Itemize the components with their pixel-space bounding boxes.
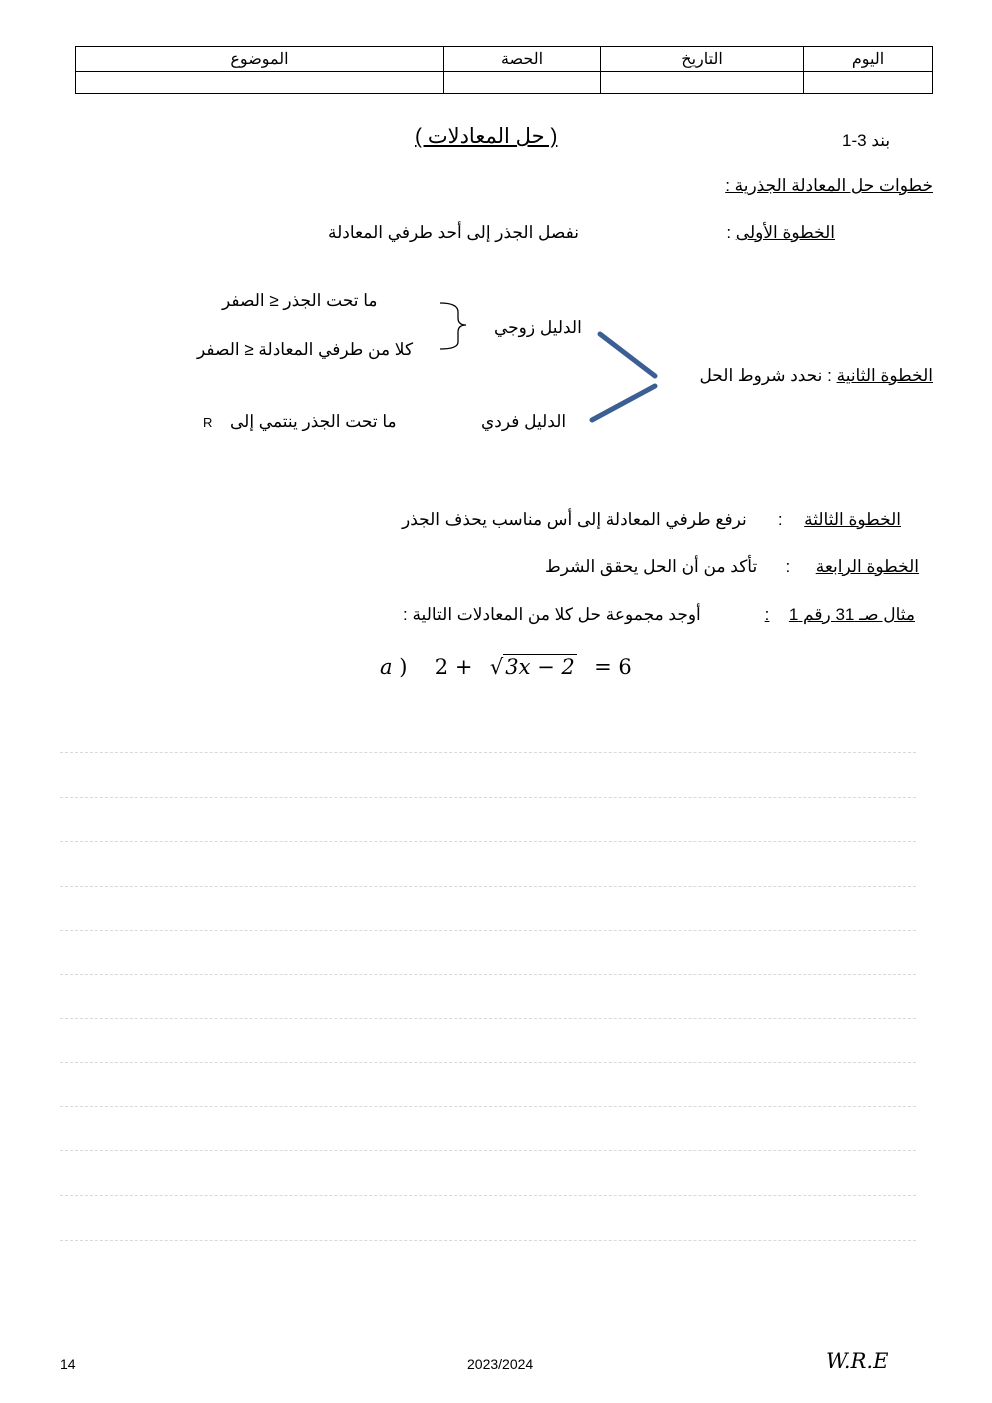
answer-line bbox=[60, 974, 916, 975]
header-day: اليوم bbox=[804, 47, 933, 72]
step4-label: الخطوة الرابعة bbox=[815, 557, 919, 576]
answer-line bbox=[60, 930, 916, 931]
step3-label: الخطوة الثالثة bbox=[804, 510, 901, 529]
answer-line bbox=[60, 1195, 916, 1196]
equation-right: = 6 bbox=[594, 655, 632, 679]
odd-index-label: الدليل فردي bbox=[481, 412, 567, 431]
step3 bbox=[778, 510, 901, 530]
step4 bbox=[786, 557, 920, 577]
odd-condition: ما تحت الجذر ينتمي إلى bbox=[230, 412, 397, 431]
even-condition-2: كلا من طرفي المعادلة ≤ الصفر bbox=[197, 340, 414, 359]
equation-a bbox=[380, 655, 632, 679]
step2-label: الخطوة الثانية bbox=[836, 366, 933, 385]
author-initials: W.R.E bbox=[826, 1349, 889, 1373]
equation-letter: a bbox=[380, 655, 393, 679]
step3-colon: : bbox=[777, 510, 783, 529]
section-number: بند 3-1 bbox=[842, 131, 891, 150]
example-colon: : bbox=[764, 605, 770, 624]
example bbox=[765, 605, 915, 625]
step4-text: تأكد من أن الحل يحقق الشرط bbox=[545, 557, 758, 576]
brace-icon bbox=[440, 303, 466, 349]
equation-left: 2 + bbox=[434, 655, 473, 679]
equation-radicand: 3x − 2 bbox=[505, 655, 575, 679]
answer-line bbox=[60, 841, 916, 842]
step4-colon: : bbox=[785, 557, 791, 576]
step1-label: الخطوة الأولى bbox=[735, 223, 835, 242]
answer-line bbox=[60, 1018, 916, 1019]
step1-text: نفصل الجذر إلى أحد طرفي المعادلة bbox=[328, 223, 579, 242]
arrow-odd bbox=[592, 386, 655, 420]
sqrt-icon: √ bbox=[489, 655, 504, 679]
example-text: أوجد مجموعة حل كلا من المعادلات التالية : bbox=[403, 605, 701, 624]
steps-heading: خطوات حل المعادلة الجذرية : bbox=[725, 176, 933, 195]
lesson-title: ( حل المعادلات ) bbox=[415, 125, 558, 148]
answer-line bbox=[60, 752, 916, 753]
header-period: الحصة bbox=[444, 47, 601, 72]
page-number: 14 bbox=[60, 1356, 76, 1372]
answer-line bbox=[60, 886, 916, 887]
header-subject: الموضوع bbox=[76, 47, 444, 72]
even-index-label: الدليل زوجي bbox=[494, 318, 582, 337]
equation-paren: ) bbox=[399, 655, 408, 679]
step3-text: نرفع طرفي المعادلة إلى أس مناسب يحذف الجذر bbox=[402, 510, 747, 529]
answer-line bbox=[60, 1150, 916, 1151]
even-condition-1: ما تحت الجذر ≤ الصفر bbox=[222, 291, 378, 310]
header-date: التاريخ bbox=[601, 47, 804, 72]
step2-text: : نحدد شروط الحل bbox=[699, 366, 832, 385]
school-year: 2023/2024 bbox=[467, 1356, 534, 1372]
answer-line bbox=[60, 797, 916, 798]
step1-colon: : bbox=[726, 223, 732, 242]
answer-line bbox=[60, 1062, 916, 1063]
answer-line bbox=[60, 1240, 916, 1241]
answer-line bbox=[60, 1106, 916, 1107]
real-set-symbol: R bbox=[203, 415, 213, 430]
arrow-even bbox=[600, 334, 655, 376]
example-label: مثال صـ 31 رقم 1 bbox=[788, 605, 915, 624]
